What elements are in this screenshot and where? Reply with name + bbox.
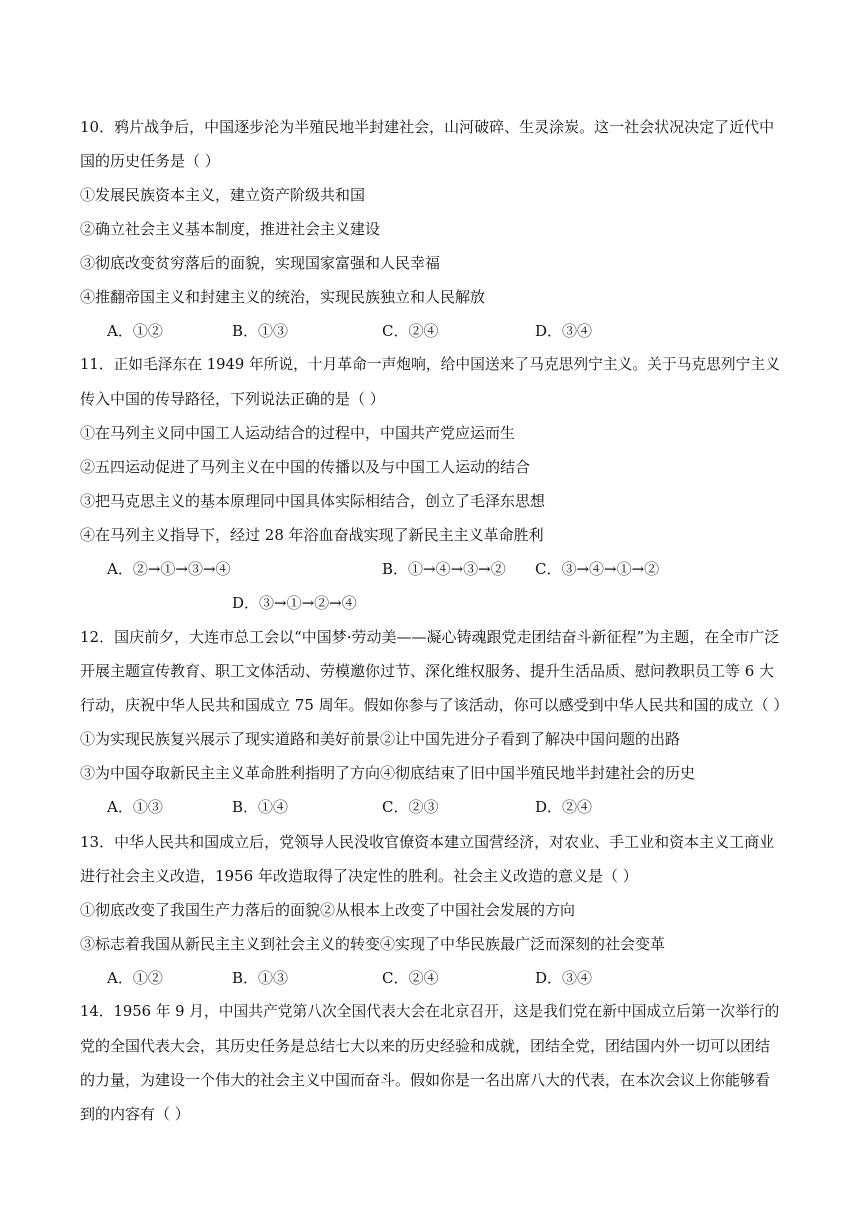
option-b: B．①④	[232, 798, 289, 816]
option-a: A．①②	[107, 969, 163, 987]
statement-item: ③标志着我国从新民主主义到社会主义的转变④实现了中华民族最广泛而深刻的社会变革	[80, 935, 666, 953]
question-stem: 进行社会主义改造，1956 年改造取得了决定性的胜利。社会主义改造的意义是（ ）	[80, 867, 638, 885]
option-c: C．②③	[382, 798, 439, 816]
statement-item: ③为中国夺取新民主主义革命胜利指明了方向④彻底结束了旧中国半殖民地半封建社会的历史	[80, 764, 696, 782]
question-stem: 12．国庆前夕，大连市总工会以“中国梦·劳动美——凝心铸魂跟党走团结奋斗新征程”为主题，在全市广泛	[80, 628, 780, 646]
statement-item: ②五四运动促进了马列主义在中国的传播以及与中国工人运动的结合	[80, 458, 531, 476]
question-stem: 到的内容有（ ）	[80, 1105, 190, 1123]
option-d: D．③④	[535, 322, 593, 340]
question-stem: 的力量，为建设一个伟大的社会主义中国而奋斗。假如你是一名出席八大的代表，在本次会议上你能够看	[80, 1071, 771, 1089]
option-d: D．③→①→②→④	[232, 594, 357, 612]
option-d: D．②④	[535, 798, 593, 816]
statement-item: ①为实现民族复兴展示了现实道路和美好前景②让中国先进分子看到了解决中国问题的出路	[80, 730, 681, 748]
question-stem: 14．1956 年 9 月，中国共产党第八次全国代表大会在北京召开，这是我们党在新中国成立后第一次举行的	[80, 1003, 780, 1020]
option-b: B．①③	[232, 969, 289, 987]
option-c: C．②④	[382, 322, 439, 340]
statement-item: ①彻底改变了我国生产力落后的面貌②从根本上改变了中国社会发展的方向	[80, 901, 576, 919]
statement-item: ①在马列主义同中国工人运动结合的过程中，中国共产党应运而生	[80, 424, 516, 442]
option-a: A．①③	[107, 798, 163, 816]
option-c: C．③→④→①→②	[535, 560, 660, 578]
statement-item: ④推翻帝国主义和封建主义的统治，实现民族独立和人民解放	[80, 288, 486, 306]
option-a: A．①②	[107, 322, 163, 340]
question-stem: 党的全国代表大会，其历史任务是总结七大以来的历史经验和成就，团结全党，团结国内外一切可以团结	[80, 1037, 771, 1055]
option-c: C．②④	[382, 969, 439, 987]
question-stem: 11．正如毛泽东在 1949 年所说，十月革命一声炮响，给中国送来了马克思列宁主义。关于马克思列宁主义	[80, 356, 780, 373]
question-stem: 国的历史任务是（ ）	[80, 152, 220, 170]
question-stem: 13．中华人民共和国成立后，党领导人民没收官僚资本建立国营经济，对农业、手工业和资本主义工商业	[80, 833, 775, 851]
statement-item: ②确立社会主义基本制度，推进社会主义建设	[80, 220, 381, 238]
option-a: A．②→①→③→④	[107, 560, 231, 578]
statement-item: ④在马列主义指导下，经过 28 年浴血奋战实现了新民主主义革命胜利	[80, 526, 544, 544]
statement-item: ③把马克思主义的基本原理同中国具体实际相结合，创立了毛泽东思想	[80, 492, 546, 510]
statement-item: ③彻底改变贫穷落后的面貌，实现国家富强和人民幸福	[80, 254, 441, 272]
question-stem: 10．鸦片战争后，中国逐步沦为半殖民地半封建社会，山河破碎、生灵涂炭。这一社会状况决定了近代中	[80, 118, 775, 136]
statement-item: ①发展民族资本主义，建立资产阶级共和国	[80, 186, 366, 204]
question-stem: 传入中国的传导路径，下列说法正确的是（ ）	[80, 390, 385, 408]
question-stem: 开展主题宣传教育、职工文体活动、劳模邀你过节、深化维权服务、提升生活品质、慰问教职员工等 6 大	[80, 662, 775, 680]
option-b: B．①→④→③→②	[382, 560, 506, 578]
option-d: D．③④	[535, 969, 593, 987]
question-stem: 行动，庆祝中华人民共和国成立 75 周年。假如你参与了该活动，你可以感受到中华人民共和国的成立（ ）	[80, 696, 789, 714]
option-b: B．①③	[232, 322, 289, 340]
